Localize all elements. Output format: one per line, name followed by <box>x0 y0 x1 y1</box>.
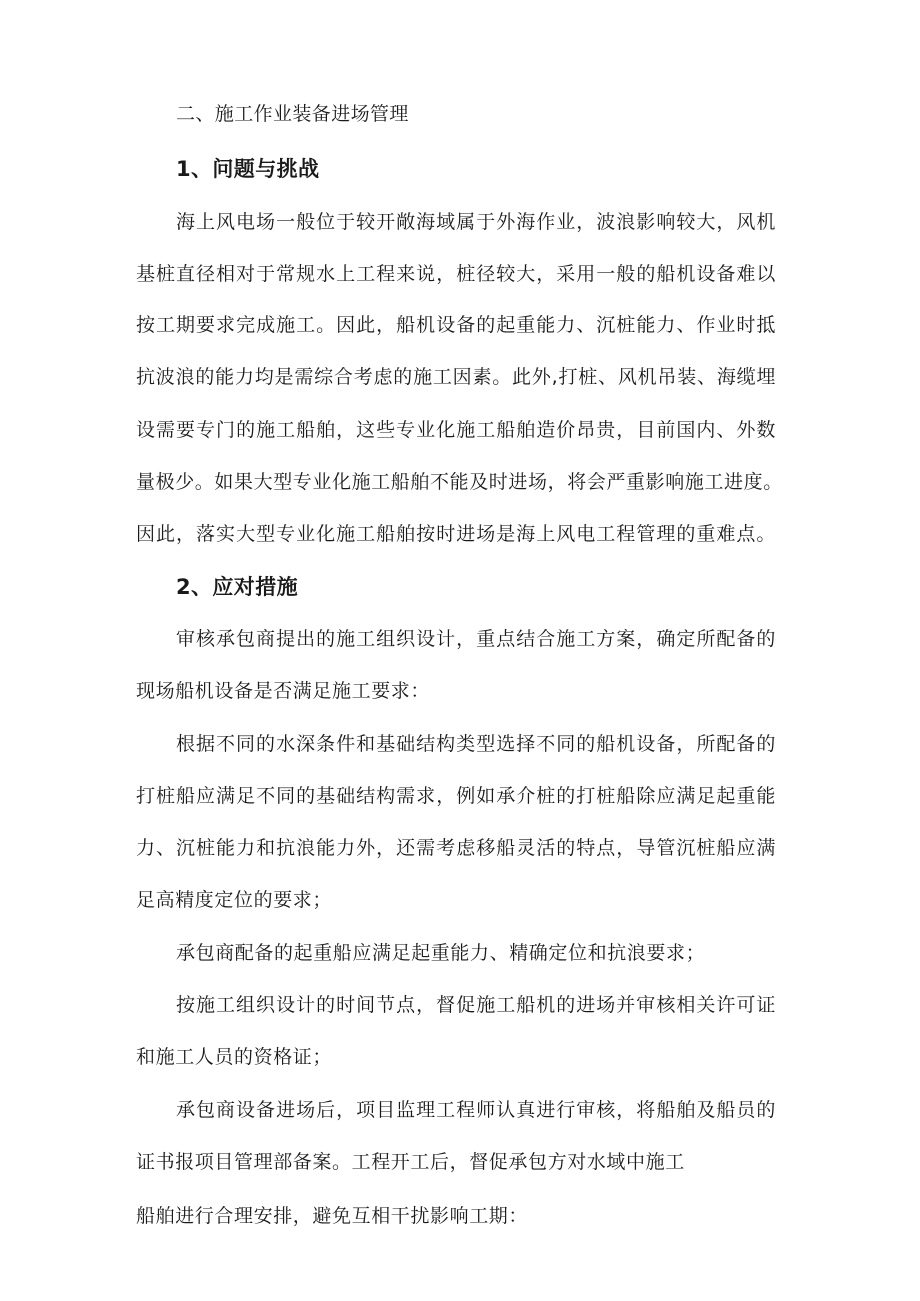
paragraph-line: 承包商配备的起重船应满足起重能力、精确定位和抗浪要求； <box>176 942 706 964</box>
paragraph-line: 打桩船应满足不同的基础结构需求，例如承介桩的打桩船除应满足起重能 <box>136 785 776 807</box>
paragraph-line: 力、沉桩能力和抗浪能力外，还需考虑移船灵活的特点，导管沉桩船应满 <box>136 837 776 859</box>
paragraph-line: 量极少。如果大型专业化施工船舶不能及时进场，将会严重影响施工进度。 <box>136 471 783 493</box>
paragraph-line: 基桩直径相对于常规水上工程来说，桩径较大，采用一般的船机设备难以 <box>136 263 776 285</box>
paragraph-line: 设需要专门的施工船舶，这些专业化施工船舶造价昂贵，目前国内、外数 <box>136 419 776 441</box>
section-title: 二、施工作业装备进场管理 <box>176 103 409 125</box>
paragraph-line: 海上风电场一般位于较开敞海域属于外海作业，波浪影响较大，风机 <box>176 211 776 233</box>
paragraph-line: 证书报项目管理部备案。工程开工后，督促承包方对水域中施工 <box>136 1151 685 1173</box>
paragraph-line: 审核承包商提出的施工组织设计，重点结合施工方案，确定所配备的 <box>176 628 776 650</box>
paragraph-line: 足高精度定位的要求； <box>136 889 333 911</box>
paragraph-line: 抗波浪的能力均是需综合考虑的施工因素。此外,打桩、风机吊装、海缆埋 <box>136 366 776 388</box>
paragraph-line: 承包商设备进场后，项目监理工程师认真进行审核，将船舶及船员的 <box>176 1099 776 1121</box>
paragraph-line: 现场船机设备是否满足施工要求： <box>136 680 431 702</box>
paragraph-line: 船舶进行合理安排，避免互相干扰影响工期： <box>136 1205 529 1227</box>
paragraph-line: 按工期要求完成施工。因此，船机设备的起重能力、沉桩能力、作业时抵 <box>136 314 776 336</box>
paragraph-line: 因此，落实大型专业化施工船舶按时进场是海上风电工程管理的重难点。 <box>136 523 776 545</box>
heading-problems-challenges: 1、问题与挑战 <box>176 157 320 181</box>
paragraph-line: 根据不同的水深条件和基础结构类型选择不同的船机设备，所配备的 <box>176 733 776 755</box>
paragraph-line: 和施工人员的资格证； <box>136 1046 333 1068</box>
heading-countermeasures: 2、应对措施 <box>176 575 299 599</box>
paragraph-line: 按施工组织设计的时间节点，督促施工船机的进场并审核相关许可证 <box>176 994 776 1016</box>
